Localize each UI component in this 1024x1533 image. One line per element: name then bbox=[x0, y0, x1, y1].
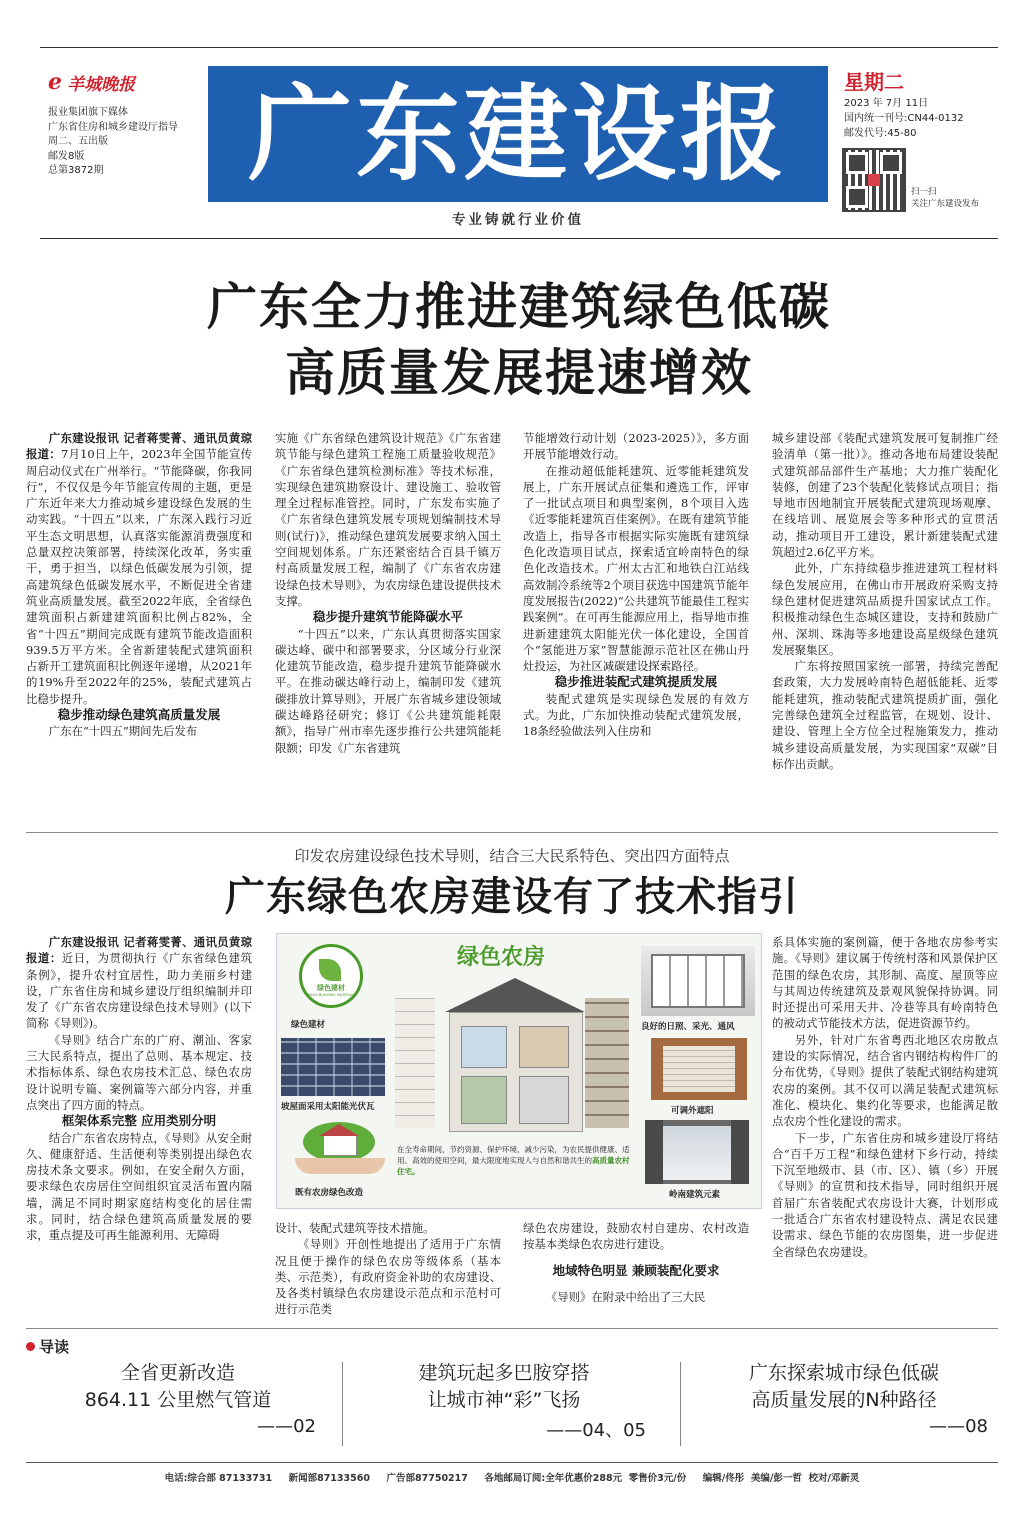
lingnan-photo bbox=[645, 1120, 749, 1184]
second-headline: 广东绿色农房建设有了技术指引 bbox=[225, 873, 799, 920]
postal-code: 邮发代号:45-80 bbox=[844, 128, 917, 139]
second-column-1: 广东建设报讯 记者蒋雯菁、通讯员黄琼报道：近日，为贯彻执行《广东省绿色建筑条例》，提升农村宜居性，助力美丽乡村建设，广东省住房和城乡建设厅组织编制并印发了《广东省农房建设绿色技术导则》(以下简称《导则》)。 《导则》结合广东的广府、潮汕、客家三大民系特点，提出了总则、基本规定、技术指标体系、绿色农房技术汇总、绿色农房设计说明专篇、案例篇等六部分内容，并重点突出了四方面的特点。 框架体系完整 应用类别分明 结合广东省农房特点，《导则》从安全耐久、健康舒适、生活便利等类别提出绿色农房技术条文要求。例如，在安全耐久方面，要求绿色农房居住空间组织宜灵活布置内隔墙，满足不同时期家庭结构变化的居住需求。同时，结合绿色建筑高质量发展的要求，重点提及可再生能源利用、无障碍 bbox=[26, 935, 252, 1243]
cn-number: 国内统一刊号:CN44-0132 bbox=[844, 113, 964, 124]
subhead: 框架体系完整 应用类别分明 bbox=[61, 1113, 217, 1129]
green-materials-badge: 绿色建材 GREEN BUILDING MATERIALS bbox=[299, 944, 363, 1008]
footer-info: 电话:综合部 87133731 新闻部87133560 广告部87750217 各地邮局订阅:全年优惠价288元 零售价3元/份 编辑/佟彤 美编/彭一哲 校对/邓新灵 bbox=[164, 1473, 860, 1484]
slogan: 专业铸就行业价值 bbox=[452, 212, 584, 228]
weekday: 星期二 bbox=[844, 70, 904, 94]
red-dot-icon bbox=[26, 1342, 35, 1351]
lead-column-2: 实施《广东省绿色建筑设计规范》《广东省建筑节能与绿色建筑工程施工质量验收规范》《广东省绿色建筑检测标准》等技术标准，实现绿色建筑勘察设计、建设施工、验收管理全过程标准管控。同时，广东发布实施了《广东省绿色建筑发展专项规划编制技术导则(试行)》，推动绿色建筑发展要求纳入国土空间规划体系。广东还紧密结合百县千镇万村高质量发展工程，编制了《广东省农房建设绿色技术导则》，为农房绿色建设提供技术支撑。 稳步提升建筑节能降碳水平 “十四五”以来，广东认真贯彻落实国家碳达峰、碳中和部署要求，分区域分行业深化建筑节能改造，稳步提升建筑节能降碳水平。在推动碳达峰行动上，编制印发《建筑碳排放计算导则》，开展广东省城乡建设领域碳达峰路径研究；修订《公共建筑能耗限额》，指导广州市率先逐步推行公共建筑能耗限额；印发《广东省建筑 bbox=[275, 431, 501, 755]
publisher-info: 报业集团旗下媒体 广东省住房和城乡建设厅指导 周二、五出版 邮发8版 总第3872期 bbox=[48, 107, 178, 176]
green-farmhouse-infographic: 绿色农房 绿色建材 GREEN BUILDING MATERIALS 绿色建材 坡屋面采用太阳能光伏瓦 既有农房绿色改造 在全寿命期间，节约资源、保护环境、减少污染，为农民提供健康、适用、高效的使用空间，最大限度地实现人与自然和谐共生的高质量农村住宅。 良好的日照、采光、通风 可调外遮阳 岭南建筑元素 bbox=[276, 933, 762, 1209]
lead-column-3: 节能增效行动计划（2023-2025）》，多方面开展节能增效行动。 在推动超低能耗建筑、近零能耗建筑发展上，广东开展试点征集和遴选工作，评审了一批试点项目和典型案例，8个项目入选《近零能耗建筑百佳案例》。在既有建筑节能改造上，指导各市根据实际实施既有建筑绿色化改造项目试点，探索适宜岭南特色的绿色化改造技术。广州太古汇和地铁白江站线高效制冷系统等2个项目获选中国建筑节能年度发展报告(2022)“公共建筑节能最佳工程实践案例”。在可再生能源应用上，指导地市推进新建建筑太阳能光伏一体化建设，全国首个“氢能进万家”智慧能源示范社区在佛山丹灶投运，为社区减碳建设探索路径。 稳步推进装配式建筑提质发展 装配式建筑是实现绿色发展的有效方式。为此，广东加快推动装配式建筑发展，18条经验做法列入住房和 bbox=[523, 431, 749, 739]
qr-caption: 扫一扫 关注广东建设发布 bbox=[911, 187, 980, 209]
lead-column-1: 广东建设报讯 记者蒋雯菁、通讯员黄琼报道：7月10日上午，2023年全国节能宣传周启动仪式在广州举行。“节能降碳，你我同行”，不仅仅是今年节能宣传周的主题，更是广东近年来大力推动城乡建设绿色发展的生动实践。“十四五”以来，广东深入践行习近平生态文明思想，认真落实能源消费强度和总量双控决策部署，持续深化改革，务实重干，勇于担当，以绿色低碳发展为引领，提高建筑绿色低碳发展水平，不断促进全省建筑业高质量发展。截至2022年底，全省绿色建筑面积占新建建筑面积比例占82%，全省“十四五”期间完成既有建筑节能改造面积939.5万平方米。全省新建装配式建筑面积占新开工建筑面积比例逐年递增，从2021年的19%升至2022年的25%，装配式建筑占比稳步提升。 稳步推动绿色建筑高质量发展 广东在“十四五”期间先后发布 bbox=[26, 431, 252, 739]
shading-photo bbox=[651, 1038, 747, 1100]
second-column-4: 系具体实施的案例篇，便于各地农房参考实施。《导则》建议属于传统村落和风景保护区范围的绿色农房，其形制、高度、屋顶等应与其周边传统建筑及景观风貌保持协调。同时还提出可采用天井、冷巷等具有岭南特色的被动式节能技术方法，促进资源节约。 另外，针对广东省粤西北地区农房散点建设的实际情况，结合省内钢结构构件厂的分布优势，《导则》提供了装配式钢结构建筑农房的案例。其不仅可以满足装配式建筑标准化、模块化、集约化等要求，也能满足散点农房个性化建设的需求。 下一步，广东省住房和城乡建设厅将结合“百千万工程”和绿色建材下乡行动，持续下沉至地级市、县（市、区）、镇（乡）开展《导则》的宣贯和技术指导，同时组织开展首届广东省装配式农房设计大赛，计划形成一批适合广东省农村建设特点、满足农民建设需求、绿色节能的农房图集，进一步促进全省绿色农房建设。 bbox=[772, 935, 998, 1259]
leaf-icon bbox=[319, 959, 341, 981]
second-column-3: 绿色农房建设，鼓励农村自建房、农村改造按基本类绿色农房进行建设。 地域特色明显 兼顾装配化要求 《导则》在附录中给出了三大民 bbox=[523, 1221, 749, 1304]
newspaper-title: 广东建设报 bbox=[247, 72, 788, 195]
infographic-title: 绿色农房 bbox=[457, 945, 546, 970]
subhead: 稳步推进装配式建筑提质发展 bbox=[554, 674, 718, 690]
guide-label: 导读 bbox=[26, 1336, 69, 1357]
second-column-2: 设计、装配式建筑等技术措施。 《导则》开创性地提出了适用于广东情况且便于操作的绿色农房等级体系（基本类、示范类），有政府资金补助的农房建设、及各类村镇绿色农房建设示范点和示范村可进行示范类 bbox=[275, 1221, 501, 1317]
guide-item[interactable]: 建筑玩起多巴胺穿搭 让城市神“彩”飞扬 ——04、05 bbox=[418, 1362, 646, 1441]
subhead: 稳步推动绿色建筑高质量发展 bbox=[57, 707, 221, 723]
infographic-center-text: 在全寿命期间，节约资源、保护环境、减少污染，为农民提供健康、适用、高效的使用空间，最大限度地实现人与自然和谐共生的高质量农村住宅。 bbox=[397, 1145, 630, 1176]
house-in-hand-photo bbox=[295, 1114, 385, 1180]
guide-item[interactable]: 全省更新改造 864.11 公里燃气管道 ——02 bbox=[84, 1362, 316, 1437]
guide-item[interactable]: 广东探索城市绿色低碳 高质量发展的N种路径 ——08 bbox=[748, 1362, 988, 1437]
second-kicker: 印发农房建设绿色技术导则，结合三大民系特色、突出四方面特点 bbox=[294, 847, 730, 865]
masthead-title-block bbox=[208, 66, 828, 202]
issue-info bbox=[844, 96, 964, 141]
subhead: 稳步提升建筑节能降碳水平 bbox=[312, 609, 463, 625]
flame-logo-icon: ℯ bbox=[48, 70, 62, 95]
group-logo: ℯ 羊城晚报 bbox=[48, 70, 136, 95]
lighting-photo bbox=[641, 946, 755, 1016]
issue-date: 2023 年 7月 11日 bbox=[844, 98, 929, 109]
subhead: 地域特色明显 兼顾装配化要求 bbox=[552, 1262, 720, 1278]
solar-roof-photo bbox=[281, 1038, 385, 1096]
farmhouse-diagram bbox=[395, 978, 635, 1140]
lead-column-4: 城乡建设部《装配式建筑发展可复制推广经验清单（第一批）》。推动各地布局建设装配式建筑部品部件生产基地；大力推广装配化装修，创建了23个装配化装修试点项目；指导地市因地制宜开展装配式建筑现场观摩、在线培训、展览展会等多种形式的宣贯活动，推动项目开工建设，累计新建装配式建筑超过2.6亿平方米。 此外，广东持续稳步推进建筑工程材料绿色发展应用，在佛山市开展政府采购支持绿色建材促进建筑品质提升国家试点工作。积极推动绿色生态城区建设，支持和鼓励广州、深圳、珠海等多地建设高星级绿色建筑发展聚集区。 广东将按照国家统一部署，持续完善配套政策，大力发展岭南特色超低能耗、近零能耗建筑，推动装配式建筑提质扩面，强化完善绿色建筑全过程监管，在规划、设计、建设、管理上全方位全过程施策发力，推动城乡建设高质量发展，为实现国家“双碳”目标作出贡献。 bbox=[772, 431, 998, 771]
qr-code bbox=[842, 148, 906, 212]
lead-headline: 广东全力推进建筑绿色低碳 高质量发展提速增效 bbox=[207, 277, 831, 402]
